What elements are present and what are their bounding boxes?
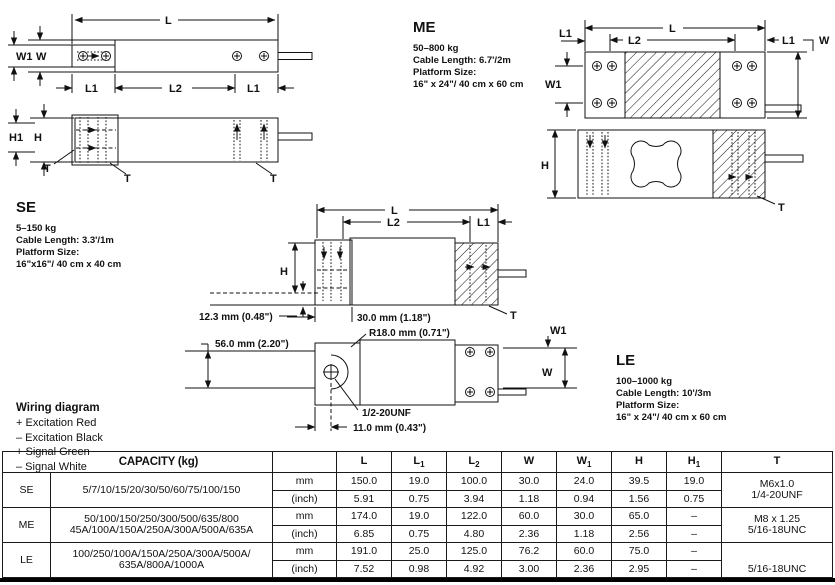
unit-cell: (inch) [273,560,337,578]
dim-label-L1: L1 [782,35,795,47]
value-cell: 60.0 [502,508,557,526]
wiring-title: Wiring diagram [16,402,100,414]
dim-label-L1: L1 [85,83,98,95]
wiring-excitation-minus: – Excitation Black [16,431,103,444]
dim-label-W1: W1 [545,79,562,91]
se-top-view [8,14,312,95]
dim-label-T: T [44,163,51,175]
se-side-view [8,104,312,185]
dim-label-W: W [819,35,830,47]
unit-cell: mm [273,473,337,491]
value-cell: 1.18 [502,490,557,508]
value-cell: 76.2 [502,543,557,561]
me-dimension-drawing [535,5,835,225]
se-cable-length: Cable Length: 3.3'/1m [16,235,114,246]
dim-label-L: L [669,23,676,35]
value-cell: 19.0 [667,473,722,491]
capacity-header: CAPACITY (kg) [3,452,273,473]
value-cell: 7.52 [337,560,392,578]
value-cell: 191.0 [337,543,392,561]
le-title: LE [616,352,636,369]
table-row-me-mm [3,508,833,526]
page-bottom-rule [0,578,835,582]
dim-label-L1: L1 [247,83,260,95]
table-header-row [3,452,833,473]
dim-label-L: L [165,15,172,27]
value-cell: 100.0 [447,473,502,491]
callout-11-0mm: 11.0 mm (0.43") [353,423,427,434]
value-cell: 3.94 [447,490,502,508]
unit-header [273,452,337,473]
unit-cell: (inch) [273,525,337,543]
value-cell: 0.94 [557,490,612,508]
dim-label-L2: L2 [628,35,641,47]
dim-label-L: L [391,205,398,217]
value-cell: 25.0 [392,543,447,561]
me-platform-size: 16" x 24"/ 40 cm x 60 cm [413,79,524,90]
se-spec-block [16,199,121,271]
thread-cell-le: 5/16-18UNC [722,543,833,578]
value-cell: 4.80 [447,525,502,543]
value-cell: 2.56 [612,525,667,543]
value-cell: 39.5 [612,473,667,491]
se-detail-drawing [185,195,605,445]
callout-thread: 1/2-20UNF [362,408,411,419]
me-platform-size-label: Platform Size: [413,67,477,78]
callout-56-0mm: 56.0 mm (2.20") [215,339,289,350]
dim-label-H1: H1 [9,132,24,144]
value-cell: 65.0 [612,508,667,526]
dim-label-T: T [270,173,277,185]
value-cell: 174.0 [337,508,392,526]
callout-r18-0mm: R18.0 mm (0.71") [369,328,450,339]
value-cell: 19.0 [392,508,447,526]
value-cell: 125.0 [447,543,502,561]
se-detail-plan-view [185,325,577,434]
value-cell: 75.0 [612,543,667,561]
model-cell-me: ME [3,508,51,543]
se-platform-size-label: Platform Size: [16,247,80,258]
value-cell: 2.36 [557,560,612,578]
dim-label-T: T [124,173,131,185]
dim-label-T: T [510,310,517,322]
unit-cell: (inch) [273,490,337,508]
col-header-L: L [337,452,392,473]
value-cell: – [667,508,722,526]
value-cell: 2.36 [502,525,557,543]
dim-label-L2: L2 [387,217,400,229]
callout-30-0mm: 30.0 mm (1.18") [357,313,431,324]
capacity-cell-le: 100/250/100A/150A/250A/300A/500A/ 635A/800A/1000A [51,543,273,578]
col-header-W1: $W_1$ [557,452,612,473]
col-header-H: H [612,452,667,473]
value-cell: 0.75 [667,490,722,508]
capacity-cell-se: 5/7/10/15/20/30/50/60/75/100/150 [51,473,273,508]
dim-label-W1: W1 [16,51,33,63]
value-cell: 19.0 [392,473,447,491]
se-platform-size: 16"x16"/ 40 cm x 40 cm [16,259,122,270]
value-cell: 0.75 [392,490,447,508]
me-top-view [545,20,830,118]
wiring-signal-plus: + Signal Green [16,446,90,459]
value-cell: 6.85 [337,525,392,543]
dim-label-T: T [778,202,785,214]
le-platform-size-label: Platform Size: [616,400,680,411]
col-header-W: W [502,452,557,473]
thread-cell-se: M6x1.0 1/4-20UNF [722,473,833,508]
me-capacity-range: 50–800 kg [413,43,459,54]
le-capacity-range: 100–1000 kg [616,376,672,387]
value-cell: 5.91 [337,490,392,508]
dim-label-W: W [542,367,553,379]
wiring-excitation-plus: + Excitation Red [16,417,97,429]
dim-label-H: H [541,160,549,172]
value-cell: 3.00 [502,560,557,578]
value-cell: 150.0 [337,473,392,491]
col-header-H1: $H_1$ [667,452,722,473]
value-cell: – [667,560,722,578]
value-cell: 1.18 [557,525,612,543]
model-cell-se: SE [3,473,51,508]
value-cell: 2.95 [612,560,667,578]
dim-label-L1: L1 [477,217,490,229]
dim-label-W: W [36,51,47,63]
value-cell: – [667,543,722,561]
dim-label-W1: W1 [550,325,567,337]
se-detail-side-view [199,204,526,347]
model-cell-le: LE [3,543,51,578]
le-platform-size: 16" x 24"/ 40 cm x 60 cm [616,412,727,423]
value-cell: 4.92 [447,560,502,578]
thread-cell-me: M8 x 1.25 5/16-18UNC [722,508,833,543]
se-capacity-range: 5–150 kg [16,223,57,234]
value-cell: 0.98 [392,560,447,578]
dimension-table [2,451,833,578]
value-cell: 24.0 [557,473,612,491]
me-title: ME [413,19,436,36]
me-cable-length: Cable Length: 6.7'/2m [413,55,511,66]
value-cell: 30.0 [502,473,557,491]
se-dimension-drawing [0,0,340,195]
dim-label-H: H [280,266,288,278]
value-cell: 60.0 [557,543,612,561]
le-cable-length: Cable Length: 10'/3m [616,388,712,399]
me-spec-block [413,19,523,91]
capacity-cell-me: 50/100/150/250/300/500/635/800 45A/100A/150A/250A/300A/500A/635A [51,508,273,543]
value-cell: 0.75 [392,525,447,543]
wiring-diagram-block [16,402,103,474]
col-header-T: T [722,452,833,473]
unit-cell: mm [273,543,337,561]
dim-label-L1: L1 [559,28,572,40]
dim-label-H: H [34,132,42,144]
value-cell: 30.0 [557,508,612,526]
callout-12-3mm: 12.3 mm (0.48") [199,312,273,323]
se-title: SE [16,199,37,216]
table-row-se-mm [3,473,833,491]
col-header-L1: $L_1$ [392,452,447,473]
col-header-L2: $L_2$ [447,452,502,473]
le-spec-block [616,352,726,424]
value-cell: 1.56 [612,490,667,508]
dim-label-L2: L2 [169,83,182,95]
wiring-signal-minus: – Signal White [16,460,87,473]
unit-cell: mm [273,508,337,526]
value-cell: – [667,525,722,543]
value-cell: 122.0 [447,508,502,526]
table-row-le-mm [3,543,833,561]
